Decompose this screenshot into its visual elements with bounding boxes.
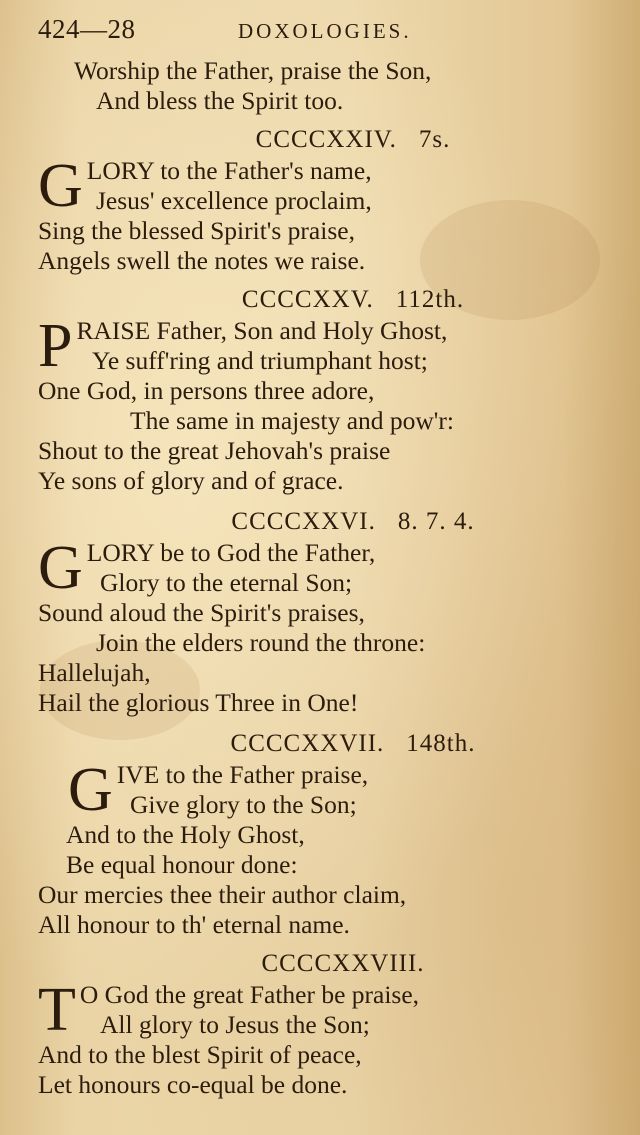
verse-line: IVE to the Father praise, (116, 760, 369, 789)
hymn-number: CCCCXXVII. (230, 730, 385, 757)
verse-line: Our mercies thee their author claim, (38, 880, 407, 909)
drop-cap: G (38, 152, 83, 220)
drop-cap: P (38, 312, 73, 380)
verse-line: One God, in persons three adore, (38, 376, 375, 405)
verse-line: Jesus' excellence proclaim, (96, 186, 372, 215)
verse-line: All honour to th' eternal name. (38, 910, 350, 939)
hymn-428 (38, 948, 628, 1100)
hymn-meter: 112th. (395, 286, 465, 313)
verse-line: Sing the blessed Spirit's praise, (38, 216, 355, 245)
hymn-title (38, 506, 628, 538)
page-header (38, 14, 610, 50)
hymn-427 (38, 728, 628, 940)
verse-line: Ye sons of glory and of grace. (38, 466, 344, 495)
verse-line: Join the elders round the throne: (96, 628, 426, 657)
verse-line: Worship the Father, praise the Son, (74, 56, 432, 85)
verse-line: Let honours co-equal be done. (38, 1070, 348, 1099)
verse-line: LORY to the Father's name, (86, 156, 372, 185)
verse-line: Give glory to the Son; (130, 790, 357, 819)
hymn-continuation (38, 56, 628, 116)
page-number: 424—28 (38, 14, 136, 44)
running-head: DOXOLOGIES. (238, 19, 412, 43)
verse-line: LORY be to God the Father, (86, 538, 376, 567)
hymn-meter: 7s. (418, 126, 451, 153)
verse-line: Sound aloud the Spirit's praises, (38, 598, 365, 627)
verse-line: RAISE Father, Son and Holy Ghost, (76, 316, 448, 345)
hymn-424 (38, 124, 628, 276)
verse-line: Be equal honour done: (66, 850, 298, 879)
verse-line: And to the blest Spirit of peace, (38, 1040, 362, 1069)
drop-cap: G (68, 756, 113, 824)
hymn-number: CCCCXXIV. (255, 126, 397, 153)
hymn-number: CCCCXXVI. (231, 508, 376, 535)
hymn-number: CCCCXXVIII. (261, 950, 425, 977)
hymn-425 (38, 284, 628, 496)
verse-line: And bless the Spirit too. (96, 86, 344, 115)
verse-line: O God the great Father be praise, (79, 980, 420, 1009)
hymn-title (38, 728, 628, 760)
hymn-title (38, 948, 628, 980)
verse-line: All glory to Jesus the Son; (100, 1010, 370, 1039)
hymn-meter: 148th. (406, 730, 476, 757)
hymn-title (38, 284, 628, 316)
verse-line: Hallelujah, (38, 658, 151, 687)
verse-line: The same in majesty and pow'r: (130, 406, 454, 435)
drop-cap: T (38, 976, 76, 1044)
hymn-title (38, 124, 628, 156)
verse-line: And to the Holy Ghost, (66, 820, 305, 849)
verse-line: Glory to the eternal Son; (100, 568, 353, 597)
verse-line: Shout to the great Jehovah's praise (38, 436, 391, 465)
hymn-meter: 8. 7. 4. (397, 508, 475, 535)
verse-line: Angels swell the notes we raise. (38, 246, 366, 275)
verse-line: Ye suff'ring and triumphant host; (92, 346, 428, 375)
hymn-number: CCCCXXV. (241, 286, 374, 313)
verse-line: Hail the glorious Three in One! (38, 688, 359, 717)
hymn-426 (38, 506, 628, 718)
drop-cap: G (38, 534, 83, 602)
